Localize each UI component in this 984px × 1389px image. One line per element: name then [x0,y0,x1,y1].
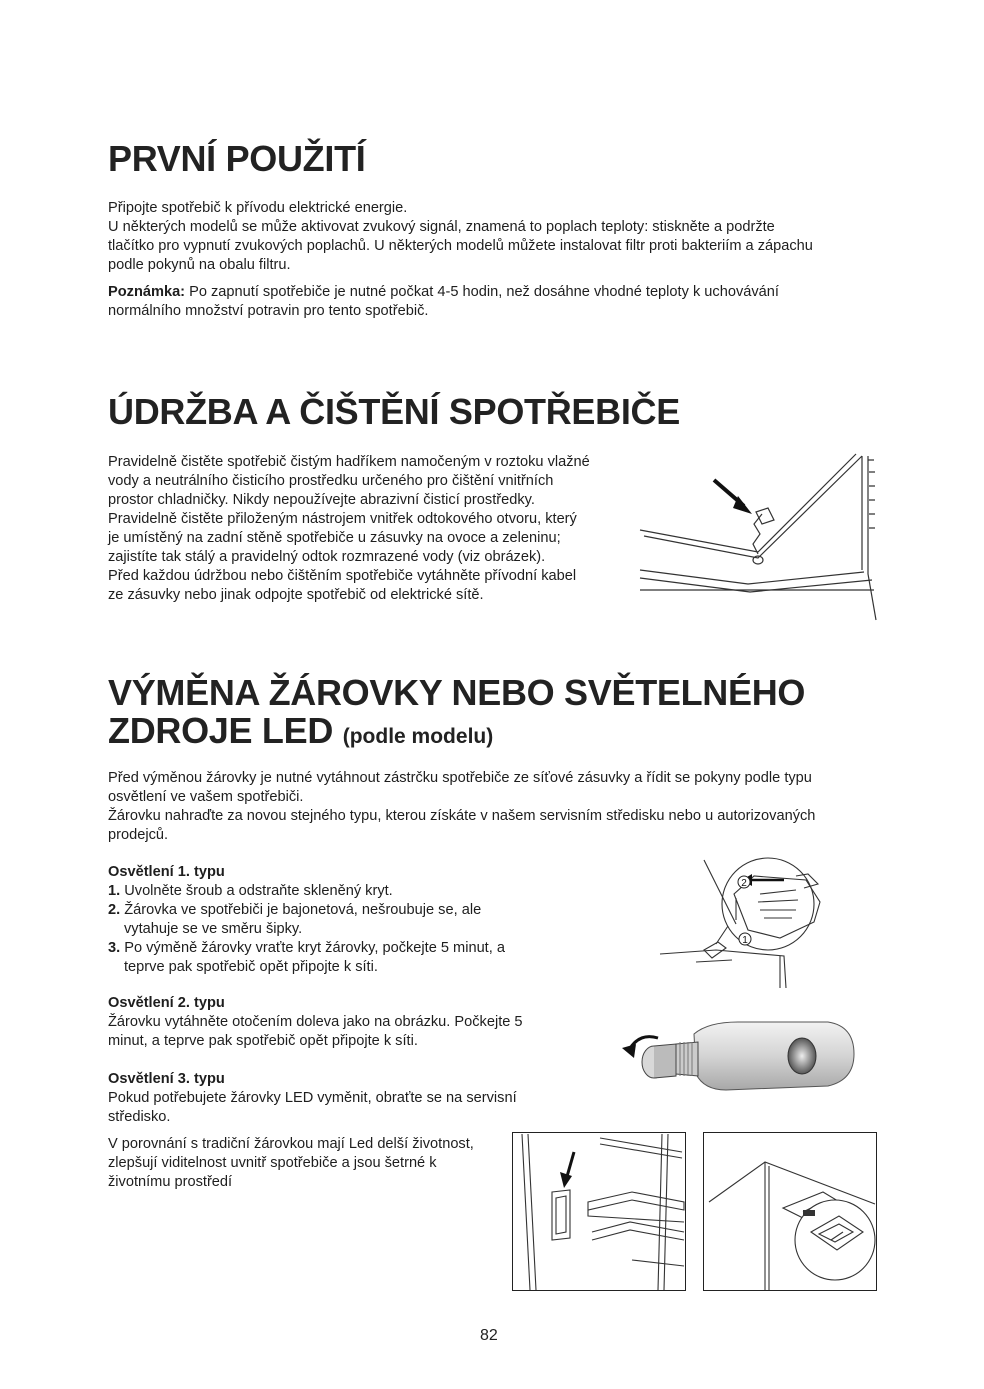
type3-heading: Osvětlení 3. typu [108,1071,225,1087]
step-text: vytahuje se ve směru šipky. [124,921,303,937]
led-line: V porovnání s tradiční žárovkou mají Led delší životnost, [108,1136,474,1152]
step-number: 2. [108,902,121,918]
type2-line: Žárovku vytáhněte otočením doleva jako na obrázku. Počkejte 5 [108,1014,523,1030]
note-text: Po zapnutí spotřebiče je nutné počkat 4-5 hodin, než dosáhne vhodné teploty k uchovávání [185,284,779,300]
type2-line: minut, a teprve pak spotřebič opět připojte k síti. [108,1033,418,1049]
section-title-first-use: PRVNÍ POUŽITÍ [108,138,366,179]
callout-1: 1 [742,935,748,946]
type1-illustration [656,854,836,994]
maintenance-line: ze zásuvky nebo jinak odpojte spotřebič od elektrické sítě. [108,587,484,603]
type1-heading: Osvětlení 1. typu [108,864,225,880]
first-use-body [108,199,888,321]
section-title-bulb [108,674,805,756]
step-text: Po výměně žárovky vraťte kryt žárovky, počkejte 5 minut, a [124,940,505,956]
bulb-intro-line: osvětlení ve vašem spotřebiči. [108,789,304,805]
type3-line: středisko. [108,1109,171,1125]
led-illustration-right [703,1132,878,1292]
first-use-line: Připojte spotřebič k přívodu elektrické energie. [108,200,408,216]
bulb-title-line2: ZDROJE LED [108,710,334,751]
maintenance-line: Pravidelně čistěte spotřebič čistým hadříkem namočeným v roztoku vlažné [108,454,590,470]
step-text: Uvolněte šroub a odstraňte skleněný kryt. [124,883,393,899]
callout-2: 2 [741,878,747,889]
type3-line: Pokud potřebujete žárovky LED vyměnit, obraťte se na servisní [108,1090,517,1106]
first-use-line: tlačítko pro vypnutí zvukových poplachů. U některých modelů můžete instalovat filtr proti bakteriím a zápachu [108,238,813,254]
type1-step [108,882,578,901]
first-use-note-line: normálního množství potravin pro tento spotřebič. [108,303,429,319]
step-text: teprve pak spotřebič opět připojte k síti. [124,959,378,975]
step-number: 1. [108,883,121,899]
maintenance-line: Před každou údržbou nebo čištěním spotřebiče vytáhněte přívodní kabel [108,568,577,584]
led-benefits [108,1135,518,1192]
light-type3 [108,1070,568,1127]
drain-cleaning-illustration [638,452,878,622]
led-line: zlepšují viditelnost uvnitř spotřebiče a jsou šetrné k [108,1155,437,1171]
type1-step [108,939,578,977]
step-text: Žárovka ve spotřebiči je bajonetová, nešroubuje se, ale [124,902,482,918]
step-number: 3. [108,940,121,956]
maintenance-body [108,453,638,605]
first-use-line: podle pokynů na obalu filtru. [108,257,291,273]
note-label: Poznámka: [108,284,186,300]
section-title-maintenance: ÚDRŽBA A ČIŠTĚNÍ SPOTŘEBIČE [108,391,680,432]
type1-step [108,901,578,939]
first-use-line: U některých modelů se může aktivovat zvukový signál, znamená to poplach teploty: stiskněte a podržte [108,219,775,235]
maintenance-line: vody a neutrálního čisticího prostředku určeného pro čištění vnitřních [108,473,554,489]
maintenance-line: prostor chladničky. Nikdy nepoužívejte abrazivní čisticí prostředky. [108,492,535,508]
bulb-intro-line: Žárovku nahraďte za novou stejného typu, kterou získáte v našem servisním středisku nebo u autorizovaných [108,808,816,824]
bulb-title-sub: (podle modelu) [342,725,494,748]
type1-steps [108,882,578,977]
bulb-title-line1: VÝMĚNA ŽÁROVKY NEBO SVĚTELNÉHO [108,672,806,713]
maintenance-line: Pravidelně čistěte přiloženým nástrojem vnitřek odtokového otvoru, který [108,511,577,527]
page-number: 82 [480,1327,498,1344]
type2-illustration [618,1018,858,1098]
type2-heading: Osvětlení 2. typu [108,995,225,1011]
bulb-intro-line: Před výměnou žárovky je nutné vytáhnout zástrčku spotřebiče ze síťové zásuvky a řídit se pokyny podle typu [108,770,812,786]
led-illustration-left [512,1132,687,1292]
light-type2 [108,994,588,1051]
first-use-note [108,283,888,302]
bulb-intro [108,769,888,845]
led-line: životnímu prostředí [108,1174,233,1190]
maintenance-line: zajistíte tak stálý a pravidelný odtok rozmrazené vody (viz obrázek). [108,549,546,565]
bulb-intro-line: prodejců. [108,827,169,843]
maintenance-line: je umístěný na zadní stěně spotřebiče u zásuvky na ovoce a zeleninu; [108,530,561,546]
light-type1 [108,863,578,977]
